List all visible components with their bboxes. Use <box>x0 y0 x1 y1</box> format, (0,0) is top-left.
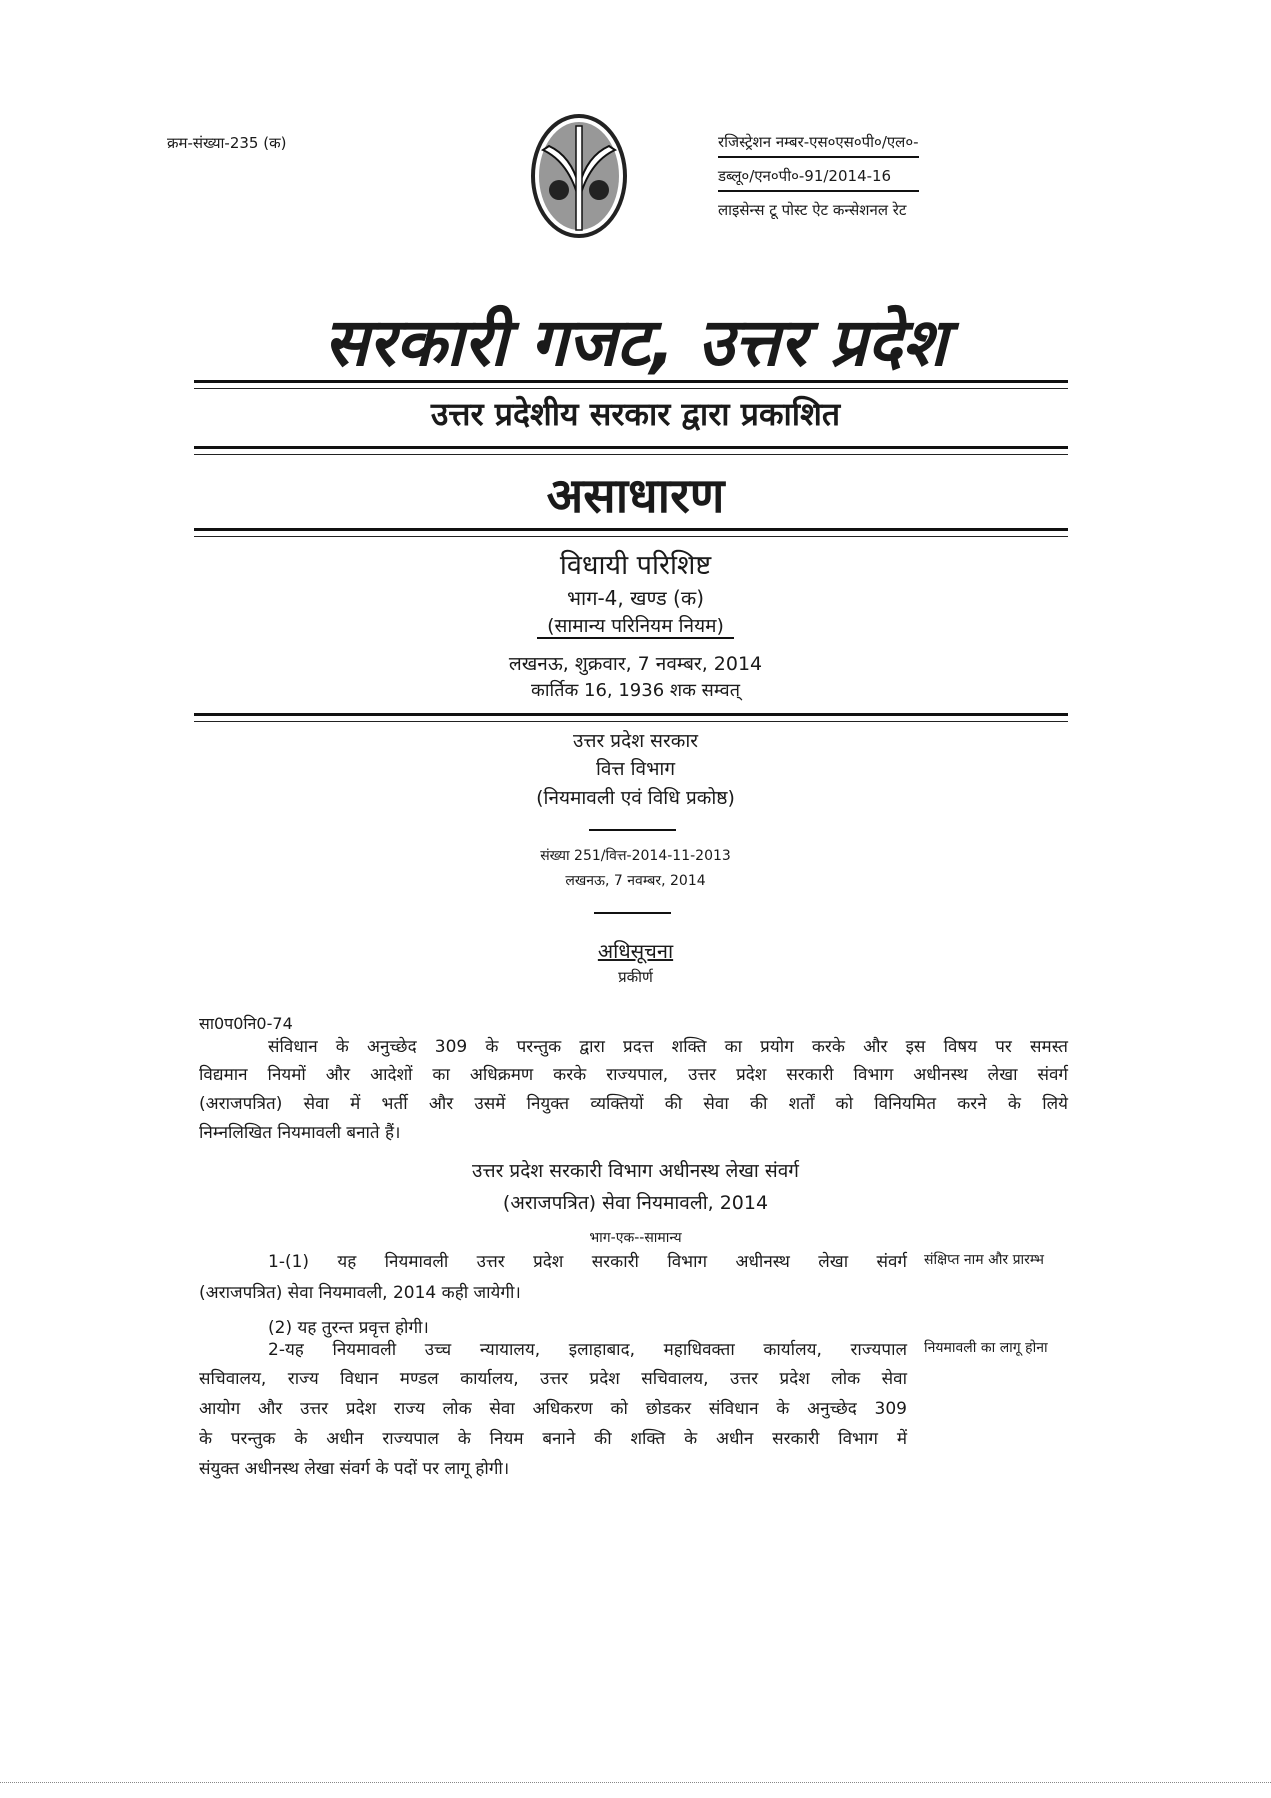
serial-number: क्रम-संख्या-235 (क) <box>167 134 287 152</box>
rule-2-line: संयुक्त अधीनस्थ लेखा संवर्ग के पदों पर लागू होगी। <box>199 1459 510 1479</box>
rule-2-line: सचिवालय, राज्य विधान मण्डल कार्यालय, उत्तर प्रदेश सचिवालय, उत्तर प्रदेश लोक सेवा <box>199 1369 907 1389</box>
notification-number: संख्या 251/वित्त-2014-11-2013 <box>540 848 731 864</box>
rule-2-line: के परन्तुक के अधीन राज्यपाल के नियम बनाने की शक्ति के अधीन सरकारी विभाग में <box>199 1429 907 1449</box>
rule-1-line: 1-(1) यह नियमावली उत्तर प्रदेश सरकारी विभाग अधीनस्थ लेखा संवर्ग <box>268 1252 907 1272</box>
part-heading: भाग-एक--सामान्य <box>589 1230 682 1246</box>
rule-2-line: 2-यह नियमावली उच्च न्यायालय, इलाहाबाद, महाधिवक्ता कार्यालय, राज्यपाल <box>268 1340 907 1360</box>
preamble-line: (अराजपत्रित) सेवा में भर्ती और उसमें नियुक्त व्यक्तियों की सेवा की शर्तों को विनियमित करने के लिये <box>199 1094 1068 1114</box>
gazette-title: सरकारी गजट, उत्तर प्रदेश <box>323 304 948 381</box>
state-emblem-icon <box>529 112 629 240</box>
part-label: भाग-4, खण्ड (क) <box>566 586 705 610</box>
registration-line-2: डब्लू०/एन०पी०-91/2014-16 <box>718 158 919 192</box>
registration-line-1: रजिस्ट्रेशन नम्बर-एस०एस०पी०/एल०- <box>718 128 919 158</box>
gazette-subtitle: उत्तर प्रदेशीय सरकार द्वारा प्रकाशित <box>430 395 841 433</box>
rule-1-margin-note: संक्षिप्त नाम और प्रारम्भ <box>924 1252 1044 1268</box>
part-description: (सामान्य परिनियम नियम) <box>537 615 734 639</box>
saka-date: कार्तिक 16, 1936 शक सम्वत् <box>531 680 740 701</box>
notification-date: लखनऊ, 7 नवम्बर, 2014 <box>565 873 706 889</box>
rule-1-clause-2: (2) यह तुरन्त प्रवृत्त होगी। <box>268 1318 429 1338</box>
rule-2-margin-note: नियमावली का लागू होना <box>924 1340 1048 1356</box>
issue-date: लखनऊ, शुक्रवार, 7 नवम्बर, 2014 <box>508 653 763 675</box>
government-name: उत्तर प्रदेश सरकार <box>572 730 699 752</box>
preamble-line: संविधान के अनुच्छेद 309 के परन्तुक द्वारा प्रदत्त शक्ति का प्रयोग करके और इस विषय पर समस्त <box>268 1037 1068 1057</box>
preamble-line: निम्नलिखित नियमावली बनाते हैं। <box>199 1123 401 1143</box>
reference-number: सा0प0नि0-74 <box>199 1014 293 1033</box>
rule-2-line: आयोग और उत्तर प्रदेश राज्य लोक सेवा अधिकरण को छोडकर संविधान के अनुच्छेद 309 <box>199 1399 907 1419</box>
supplement-label: विधायी परिशिष्ट <box>559 550 712 581</box>
page-bottom-edge <box>0 1782 1271 1783</box>
rules-title-1: उत्तर प्रदेश सरकारी विभाग अधीनस्थ लेखा संवर्ग <box>472 1160 799 1182</box>
section-name: (नियमावली एवं विधि प्रकोष्ठ) <box>536 787 735 809</box>
rules-title-2: (अराजपत्रित) सेवा नियमावली, 2014 <box>502 1192 769 1214</box>
preamble-line: विद्यमान नियमों और आदेशों का अधिक्रमण करके राज्यपाल, उत्तर प्रदेश सरकारी विभाग अधीनस्थ लेखा संवर्ग <box>199 1065 1068 1085</box>
license-text: लाइसेन्स टू पोस्ट ऐट कन्सेशनल रेट <box>718 201 907 219</box>
rule-1-line: (अराजपत्रित) सेवा नियमावली, 2014 कही जायेगी। <box>199 1283 521 1303</box>
department-name: वित्त विभाग <box>595 758 676 780</box>
notification-subheading: प्रकीर्ण <box>618 968 653 986</box>
notification-heading: अधिसूचना <box>597 939 674 963</box>
extraordinary-label: असाधारण <box>546 468 725 524</box>
